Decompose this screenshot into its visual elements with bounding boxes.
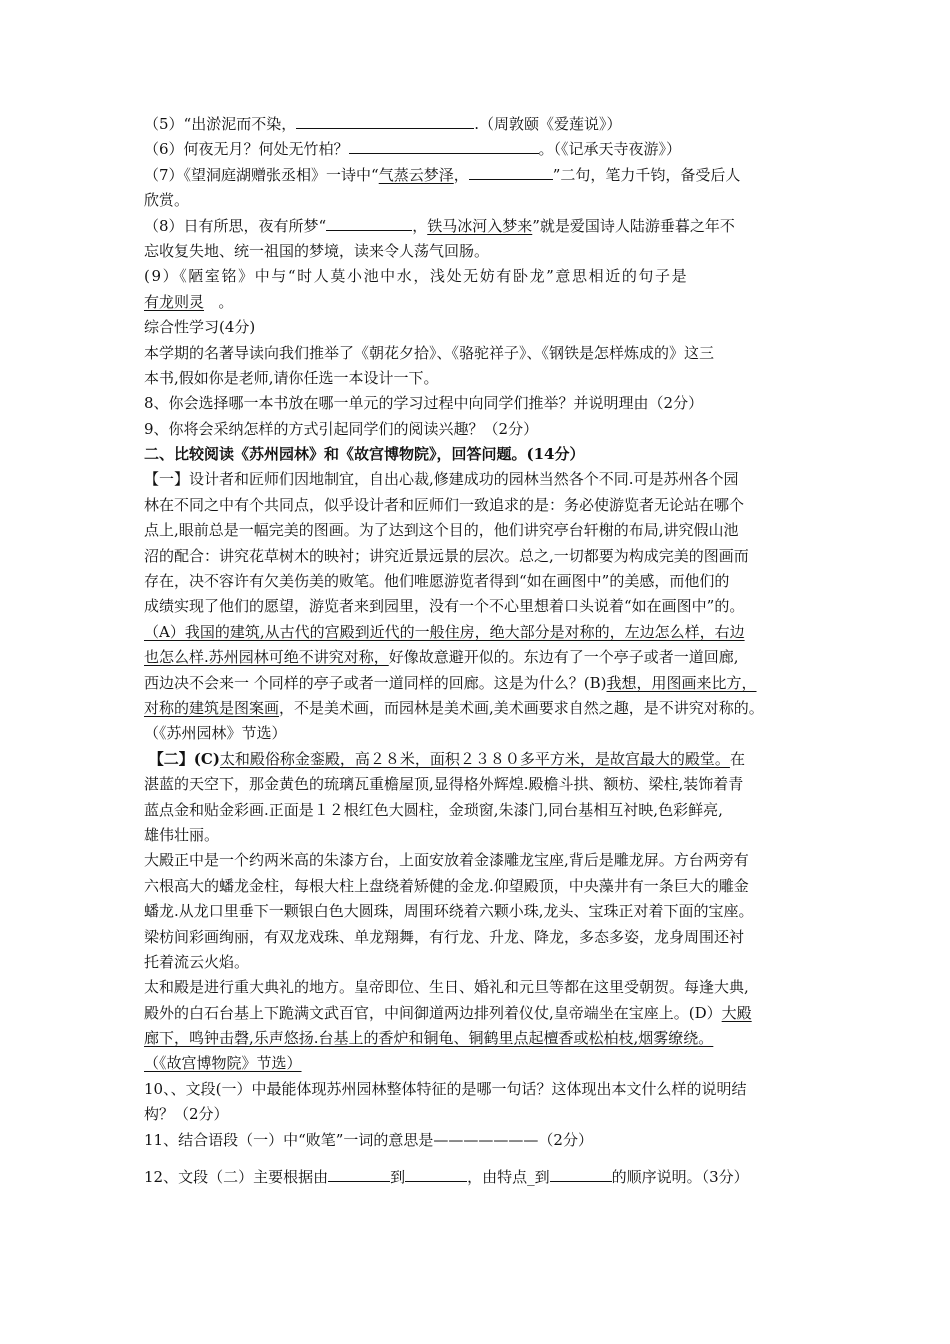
passage1-text: 沼的配合：讲究花草树木的映衬；讲究近景远景的层次。总之,一切都要为构成完美的图画而 [144, 546, 749, 565]
sentence-a-underlined-end: 也怎么样.苏州园林可绝不讲究对称， [144, 648, 389, 667]
q12-text: 的顺序说明。（3分） [611, 1168, 749, 1187]
question-10-line1 [144, 1077, 830, 1102]
q8-suffix: ”就是爱国诗人陆游垂暮之年不 [532, 216, 735, 235]
question-7-line2 [144, 188, 830, 213]
integrated-q8-text: 8、你会选择哪一本书放在哪一单元的学习过程中向同学们推举？并说明理由（2分） [144, 394, 704, 413]
passage1-source [144, 721, 830, 746]
passage1-line [144, 467, 830, 492]
passage3-text: 托着流云火焰。 [144, 952, 250, 971]
q6-blank[interactable] [349, 137, 539, 154]
q12-text: 到 [390, 1168, 406, 1187]
passage2-line [144, 772, 830, 797]
passage1-line [144, 569, 830, 594]
passage4-line3 [144, 1026, 830, 1051]
q12-blank-2[interactable] [405, 1165, 467, 1182]
passage3-line [144, 899, 830, 924]
q7-suffix: ”二句，笔力千钧，备受后人 [552, 165, 741, 184]
sentence-d-underlined: 大殿 [721, 1003, 752, 1022]
q10-text: 10、、文段(一）中最能体现苏州园林整体特征的是哪一句话？这体现出本文什么样的说明结 [144, 1079, 747, 1098]
integrated-q9-text: 9、你将会采纳怎样的方式引起同学们的阅读兴趣？（2分） [144, 419, 539, 438]
integrated-question-9 [144, 417, 830, 442]
passage2-text: 在 [729, 749, 745, 768]
section-2-title [144, 442, 830, 467]
passage1-sentence-a-line1 [144, 620, 830, 645]
passage3-line [144, 925, 830, 950]
passage1-text: 【一】设计者和匠师们因地制宜，自出心裁,修建成功的园林当然各个不同.可是苏州各个园 [144, 470, 739, 489]
passage4-line1 [144, 975, 830, 1000]
passage1-text: 林在不同之中有个共同点，似乎设计者和匠师们一致追求的是：务必使游览者无论站在哪个 [144, 495, 745, 514]
question-8-line1 [144, 214, 830, 239]
passage1-text: 存在，决不容许有欠美伤美的败笔。他们唯愿游览者得到“如在画图中”的美感，而他们的 [144, 572, 730, 591]
q8-comma: ， [412, 216, 428, 235]
integrated-heading [144, 315, 830, 340]
q12-blank-3[interactable] [550, 1165, 612, 1182]
q8-blank[interactable] [326, 214, 412, 231]
q12-text: 12、文段（二）主要根据由 [144, 1168, 329, 1187]
passage2-line [144, 823, 830, 848]
q10-text: 构？（2分） [144, 1105, 229, 1124]
integrated-intro-text1: 本学期的名著导读向我们推举了《朝花夕拾》、《骆驼祥子》、《钢铁是怎样炼成的》这三 [144, 343, 715, 362]
passage1-text: ，不是美术画，而园林是美术画,美术画要求自然之趣，是不讲究对称的。 [279, 698, 764, 717]
passage1-text: 点上,眼前总是一幅完美的图画。为了达到这个目的，他们讲究亭台轩榭的布局,讲究假山池 [144, 521, 739, 540]
passage1-source-text: （《苏州园林》节选） [144, 724, 287, 743]
passage3-text: 梁枋间彩画绚丽，有双龙戏珠、单龙翔舞，有行龙、升龙、降龙，多态多姿，龙身周围还衬 [144, 927, 745, 946]
sentence-d-underlined-end: 廊下，鸣钟击磬,乐声悠扬.台基上的香炉和铜龟、铜鹤里点起檀香或松柏枝,烟雾缭绕。 [144, 1029, 714, 1048]
q7-underlined-verse: 气蒸云梦泽 [378, 165, 454, 184]
question-7-line1 [144, 163, 830, 188]
passage2-text: 蓝点金和贴金彩画.正面是１２根红色大圆柱，金琐窗,朱漆门,同台基相互衬映,色彩鲜亮, [144, 800, 723, 819]
question-11 [144, 1128, 830, 1153]
question-8-line2 [144, 239, 830, 264]
passage4-source [144, 1051, 830, 1076]
q5-blank[interactable] [296, 112, 474, 129]
passage2-text: 湛蓝的天空下，那金黄色的琉璃瓦重檐屋顶,显得格外辉煌.殿檐斗拱、额枋、梁柱,装饰着青 [144, 775, 744, 794]
question-10-line2 [144, 1102, 830, 1127]
passage2-line [144, 798, 830, 823]
passage2-first-line [144, 747, 830, 772]
q8-line2: 忘收复失地、统一祖国的梦境，读来令人荡气回肠。 [144, 241, 490, 260]
section-2-title-text: 二、比较阅读《苏州园林》和《故宫博物院》，回答问题。(14分） [144, 445, 585, 464]
q6-prefix: （6）何夜无月？何处无竹柏？ [144, 140, 349, 159]
integrated-question-8 [144, 391, 830, 416]
passage1-text: 成绩实现了他们的愿望，游览者来到园里，没有一个不心里想着口头说着“如在画图中”的。 [144, 597, 745, 616]
q9-line1: (9）《陋室铭》中与“时人莫小池中水，浅处无妨有卧龙”意思相近的句子是 [144, 267, 689, 286]
passage1-line [144, 493, 830, 518]
passage4-text: 殿外的白石台基上下跪满文武百官，中间御道两边排列着仪仗,皇帝端坐在宝座上。(D） [144, 1003, 722, 1022]
q8-prefix: （8）日有所思，夜有所梦“ [144, 216, 327, 235]
passage1-sentence-b-line2 [144, 696, 830, 721]
passage1-line [144, 594, 830, 619]
passage3-line [144, 950, 830, 975]
question-5 [144, 112, 830, 137]
question-6 [144, 137, 830, 162]
passage1-sentence-a-line2 [144, 645, 830, 670]
passage4-line2 [144, 1001, 830, 1026]
passage3-line [144, 874, 830, 899]
passage4-text: 太和殿是进行重大典礼的地方。皇帝即位、生日、婚礼和元旦等都在这里受朝贺。每逢大典, [144, 978, 749, 997]
passage3-text: 六根高大的蟠龙金柱，每根大柱上盘绕着矫健的金龙.仰望殿顶，中央藻井有一条巨大的雕金 [144, 876, 749, 895]
passage3-text: 大殿正中是一个约两米高的朱漆方台，上面安放着金漆雕龙宝座,背后是雕龙屏。方台两旁有 [144, 851, 749, 870]
question-12 [144, 1165, 830, 1190]
q12-blank-1[interactable] [328, 1165, 390, 1182]
q9-end: 。 [218, 292, 234, 311]
passage3-text: 蟠龙.从龙口里垂下一颗银白色大圆珠，周围环绕着六颗小珠,龙头、宝珠正对着下面的宝座。 [144, 902, 754, 921]
q7-prefix: （7）《望洞庭湖赠张丞相》一诗中“ [144, 165, 379, 184]
passage4-source-text: （《故宫博物院》节选） [144, 1054, 302, 1073]
passage1-line [144, 518, 830, 543]
spacer [144, 1153, 830, 1165]
integrated-heading-text: 综合性学习(4分) [144, 318, 256, 337]
sentence-c-underlined: 太和殿俗称金銮殿，高２８米，面积２３８０多平方米，是故宫最大的殿堂。 [219, 749, 730, 768]
q11-text: 11、结合语段（一）中“败笔”一词的意思是———————（2分） [144, 1130, 593, 1149]
passage2-text: 雄伟壮丽。 [144, 825, 220, 844]
question-9-line2 [144, 290, 830, 315]
integrated-intro-line2 [144, 366, 830, 391]
passage3-line [144, 848, 830, 873]
exam-page [144, 112, 830, 1190]
question-9-line1 [144, 264, 830, 289]
integrated-intro-line1 [144, 341, 830, 366]
passage1-text: 西边决不会来一 个同样的亭子或者一道同样的回廊。这是为什么？(B) [144, 673, 607, 692]
sentence-b-underlined-end: 对称的建筑是图案画 [144, 698, 280, 717]
q8-underlined-verse: 铁马冰河入梦来 [427, 216, 533, 235]
passage2-marker: 【二】(C) [148, 749, 220, 768]
passage1-line [144, 544, 830, 569]
q5-suffix: .（周敦颐《爱莲说》） [474, 115, 622, 133]
q7-line2: 欣赏。 [144, 191, 190, 210]
q5-prefix: （5）“出淤泥而不染， [144, 115, 297, 133]
q7-blank[interactable] [469, 163, 553, 180]
q7-comma: ， [453, 165, 469, 184]
passage1-text: 好像故意避开似的。东边有了一个亭子或者一道回廊, [388, 648, 739, 667]
sentence-a-underlined: （A）我国的建筑,从古代的宫殿到近代的一般住房，绝大部分是对称的，左边怎么样，右边 [144, 622, 745, 641]
q9-answer: 有龙则灵 [144, 292, 205, 311]
q6-suffix: 。（《记承天寺夜游》） [538, 140, 682, 159]
sentence-b-underlined: 我想，用图画来比方， [606, 673, 757, 692]
integrated-intro-text2: 本书,假如你是老师,请你任选一本设计一下。 [144, 368, 439, 387]
q12-text: ，由特点_到 [467, 1168, 550, 1187]
passage1-sentence-b-line1 [144, 671, 830, 696]
